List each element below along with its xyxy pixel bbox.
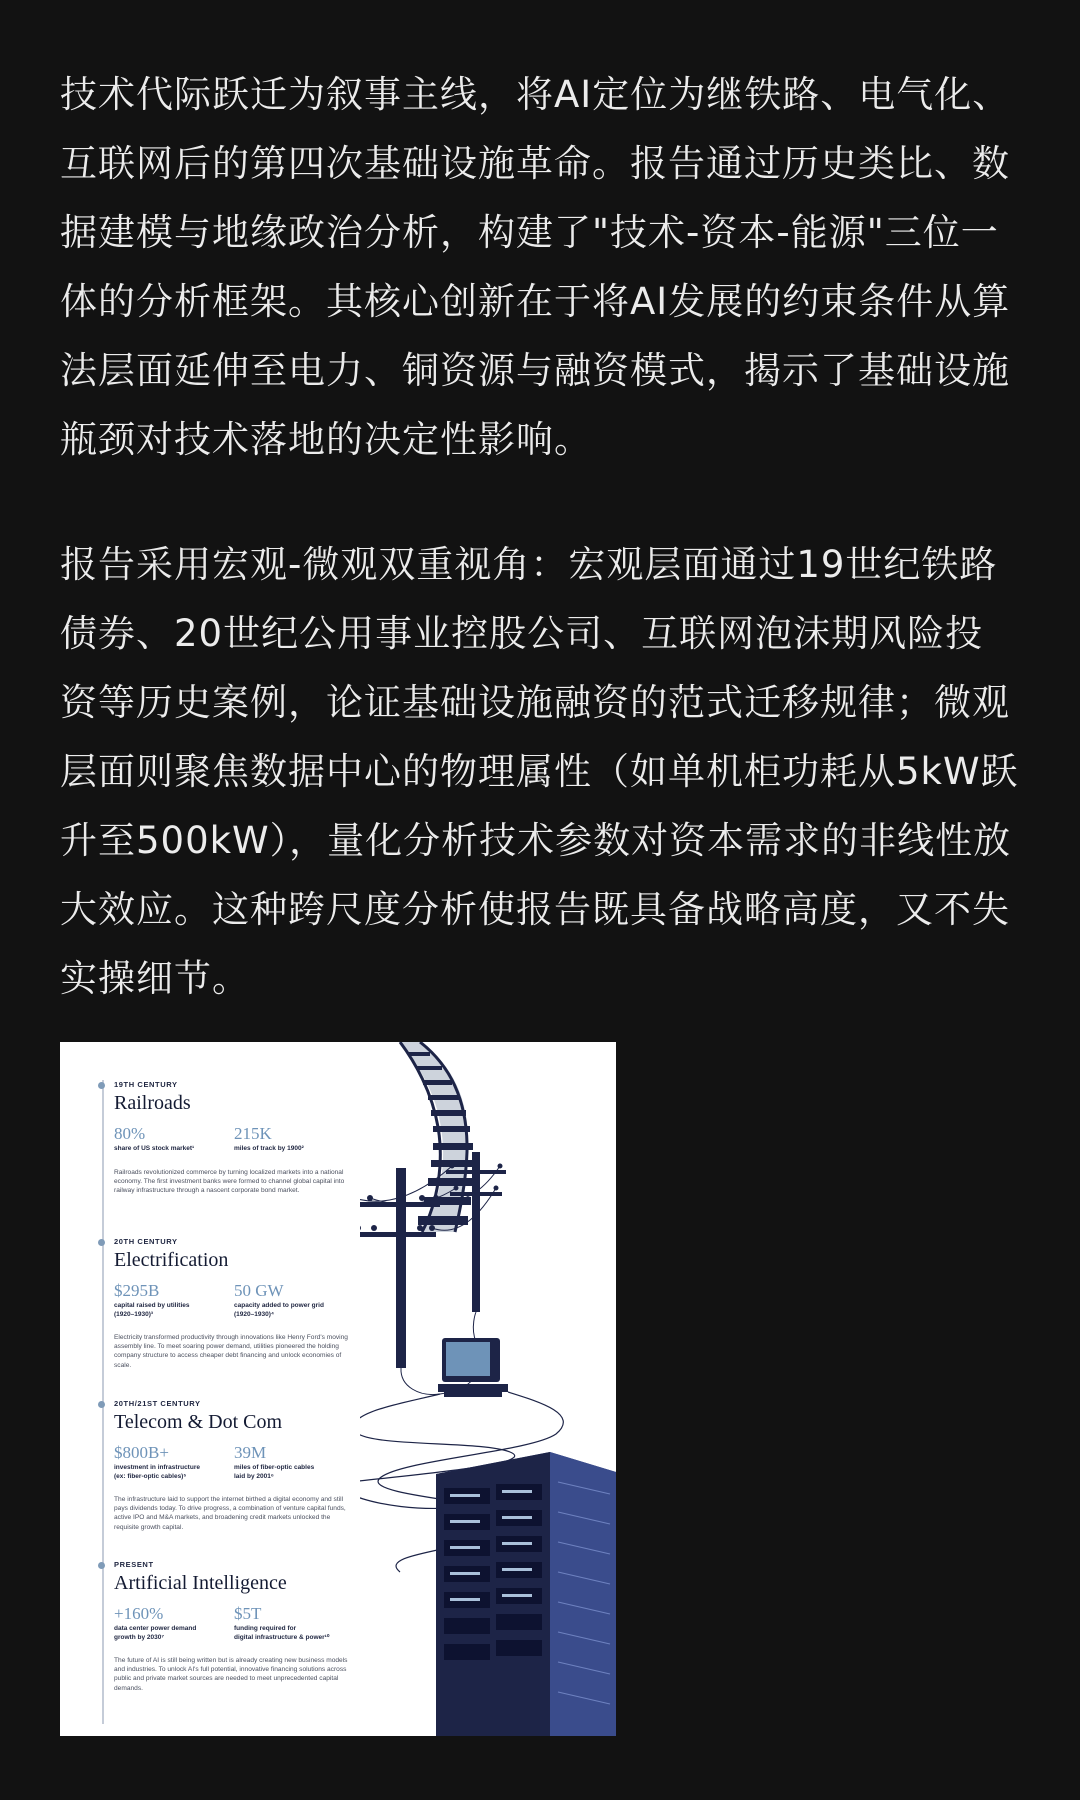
stat-value: 39M — [234, 1443, 267, 1462]
stat-value: $5T — [234, 1604, 262, 1623]
stat-label: investment in infrastructure (ex: fiber-optic cables)⁵ — [114, 1464, 200, 1480]
timeline-section-telecom — [102, 1399, 392, 1529]
era-label: 20TH/21ST CENTURY — [114, 1399, 201, 1408]
era-label: 20TH CENTURY — [114, 1237, 178, 1246]
stat-block — [234, 1281, 344, 1319]
timeline-dot — [98, 1239, 105, 1246]
section-title: Artificial Intelligence — [114, 1572, 287, 1594]
section-title: Electrification — [114, 1249, 229, 1271]
stat-value: +160% — [114, 1604, 164, 1623]
stat-block — [234, 1443, 344, 1481]
section-title: Telecom & Dot Com — [114, 1411, 283, 1433]
timeline-section-ai — [102, 1560, 392, 1690]
stat-label: share of US stock market¹ — [114, 1145, 195, 1152]
timeline-section-railroads — [102, 1080, 392, 1200]
section-description: Railroads revolutionized commerce by turning localized markets into a national economy. The first investment banks were formed to channel global capital into railway infrastructure through a nascent corporate bond market. — [114, 1169, 345, 1195]
stat-value: $295B — [114, 1281, 160, 1300]
stat-label: capacity added to power grid (1920–1930)⁴ — [234, 1302, 324, 1318]
article-paragraph-1: 技术代际跃迁为叙事主线，将AI定位为继铁路、电气化、互联网后的第四次基础设施革命。报告通过历史类比、数据建模与地缘政治分析，构建了"技术-资本-能源"三位一体的分析框架。其核心创新在于将AI发展的约束条件从算法层面延伸至电力、铜资源与融资模式，揭示了基础设施瓶颈对技术落地的决定性影响。 — [60, 73, 1011, 461]
infrastructure-illustration — [360, 1042, 616, 1736]
section-description: The infrastructure laid to support the internet birthed a digital economy and still pays dividends today. To drive progress, a combination of venture capital funds, active IPO and M&A markets, and broadening credit markets unlocked the requisite growth capital. — [114, 1496, 346, 1531]
section-description: Electricity transformed productivity through innovations like Henry Ford's moving assembly line. To meet soaring power demand, utilities pioneered the holding company structure to access cheaper debt financing and unlock economies of scale. — [114, 1334, 348, 1369]
stat-block — [234, 1124, 344, 1154]
stat-label: miles of fiber-optic cables laid by 2001⁶ — [234, 1464, 315, 1480]
stat-value: 50 GW — [234, 1281, 284, 1300]
infographic-image — [60, 1042, 616, 1736]
era-label: 19TH CENTURY — [114, 1080, 178, 1089]
article-paragraph-2: 报告采用宏观-微观双重视角：宏观层面通过19世纪铁路债券、20世纪公用事业控股公司、互联网泡沫期风险投资等历史案例，论证基础设施融资的范式迁移规律；微观层面则聚焦数据中心的物理属性（如单机柜功耗从5kW跃升至500kW），量化分析技术参数对资本需求的非线性放大效应。这种跨尺度分析使报告既具备战略高度，又不失实操细节。 — [60, 543, 1019, 1000]
timeline-dot — [98, 1401, 105, 1408]
stat-block — [114, 1281, 224, 1319]
timeline-section-electrification — [102, 1237, 392, 1367]
stat-label: capital raised by utilities (1920–1930)³ — [114, 1302, 190, 1318]
timeline-dot — [98, 1562, 105, 1569]
stat-label: data center power demand growth by 2030⁷ — [114, 1625, 197, 1641]
stat-block — [114, 1443, 224, 1481]
section-description: The future of AI is still being written but is already creating new business models and industries. To unlock AI's full potential, innovative financing solutions across public and private market sources are needed to meet unprecedented capital demands. — [114, 1657, 348, 1692]
timeline-dot — [98, 1082, 105, 1089]
era-label: PRESENT — [114, 1560, 154, 1569]
stat-value: 80% — [114, 1124, 146, 1143]
server-rack-icon — [436, 1452, 616, 1736]
stat-value: $800B+ — [114, 1443, 169, 1462]
stat-label: miles of track by 1900² — [234, 1145, 304, 1152]
section-title: Railroads — [114, 1092, 191, 1114]
computer-icon — [438, 1338, 508, 1397]
stat-value: 215K — [234, 1124, 272, 1143]
stat-label: funding required for digital infrastructure & power¹⁰ — [234, 1625, 330, 1641]
stat-block — [114, 1604, 224, 1642]
stat-block — [114, 1124, 224, 1154]
stat-block — [234, 1604, 344, 1642]
